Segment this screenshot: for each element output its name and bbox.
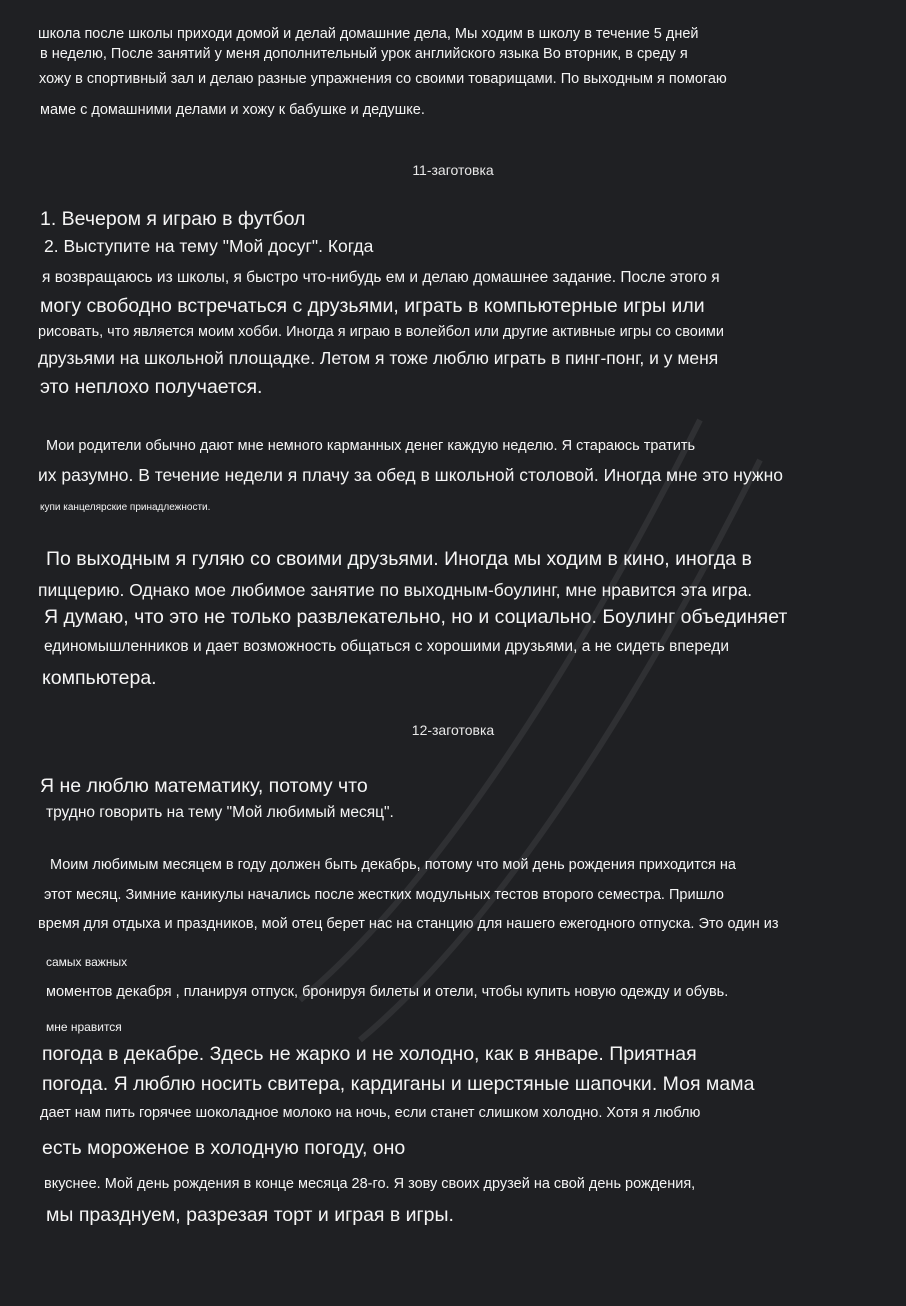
section-heading-11: 11-заготовка <box>412 162 494 178</box>
text-line: мне нравится <box>46 1020 122 1034</box>
text-line: компьютера. <box>42 667 157 689</box>
text-line: могу свободно встречаться с друзьями, играть в компьютерные игры или <box>40 295 705 317</box>
text-line: их разумно. В течение недели я плачу за обед в школьной столовой. Иногда мне это нужно <box>38 465 783 485</box>
text-line: Мои родители обычно дают мне немного карманных денег каждую неделю. Я стараюсь тратить <box>46 438 696 454</box>
text-line: купи канцелярские принадлежности. <box>40 502 211 513</box>
text-line: в неделю, После занятий у меня дополнительный урок английского языка Во вторник, в среду я <box>40 46 688 62</box>
text-line: это неплохо получается. <box>40 376 263 398</box>
text-line: пиццерию. Однако мое любимое занятие по выходным-боулинг, мне нравится эта игра. <box>38 580 753 600</box>
text-line: вкуснее. Мой день рождения в конце месяца 28-го. Я зову своих друзей на свой день рождения, <box>44 1176 696 1192</box>
text-line: мы празднуем, разрезая торт и играя в игры. <box>46 1204 454 1226</box>
text-line: 1. Вечером я играю в футбол <box>40 208 306 230</box>
text-line: время для отдыха и праздников, мой отец берет нас на станцию для нашего ежегодного отпуска. Это один из <box>38 916 779 932</box>
text-line: есть мороженое в холодную погоду, оно <box>42 1137 406 1159</box>
text-line: Я думаю, что это не только развлекательно, но и социально. Боулинг объединяет <box>44 606 788 628</box>
text-line: Я не люблю математику, потому что <box>40 775 368 797</box>
section-heading-12: 12-заготовка <box>411 722 495 738</box>
text-line: трудно говорить на тему "Мой любимый месяц". <box>46 804 394 821</box>
text-line: самых важных <box>46 955 128 969</box>
text-line: рисовать, что является моим хобби. Иногда я играю в волейбол или другие активные игры со своими <box>38 324 724 340</box>
text-line: хожу в спортивный зал и делаю разные упражнения со своими товарищами. По выходным я помогаю <box>39 71 727 87</box>
text-line: 2. Выступите на тему "Мой досуг". Когда <box>44 236 374 256</box>
text-line: погода в декабре. Здесь не жарко и не холодно, как в январе. Приятная <box>42 1043 697 1065</box>
text-line: По выходным я гуляю со своими друзьями. Иногда мы ходим в кино, иногда в <box>46 548 752 570</box>
text-line: погода. Я люблю носить свитера, кардиганы и шерстяные шапочки. Моя мама <box>42 1073 755 1095</box>
text-line: школа после школы приходи домой и делай домашние дела, Мы ходим в школу в течение 5 дней <box>38 26 699 42</box>
text-line: единомышленников и дает возможность общаться с хорошими друзьями, а не сидеть впереди <box>44 638 729 655</box>
text-line: дает нам пить горячее шоколадное молоко на ночь, если станет слишком холодно. Хотя я люблю <box>40 1105 701 1121</box>
text-line: я возвращаюсь из школы, я быстро что-нибудь ем и делаю домашнее задание. После этого я <box>42 269 720 286</box>
text-line: маме с домашними делами и хожу к бабушке и дедушке. <box>40 102 425 118</box>
text-line: моментов декабря , планируя отпуск, бронируя билеты и отели, чтобы купить новую одежду и обувь. <box>46 984 729 1000</box>
text-line: этот месяц. Зимние каникулы начались после жестких модульных тестов второго семестра. Пришло <box>44 887 724 903</box>
text-line: друзьями на школьной площадке. Летом я тоже люблю играть в пинг-понг, и у меня <box>38 348 719 368</box>
text-line: Моим любимым месяцем в году должен быть декабрь, потому что мой день рождения приходится на <box>50 857 736 873</box>
